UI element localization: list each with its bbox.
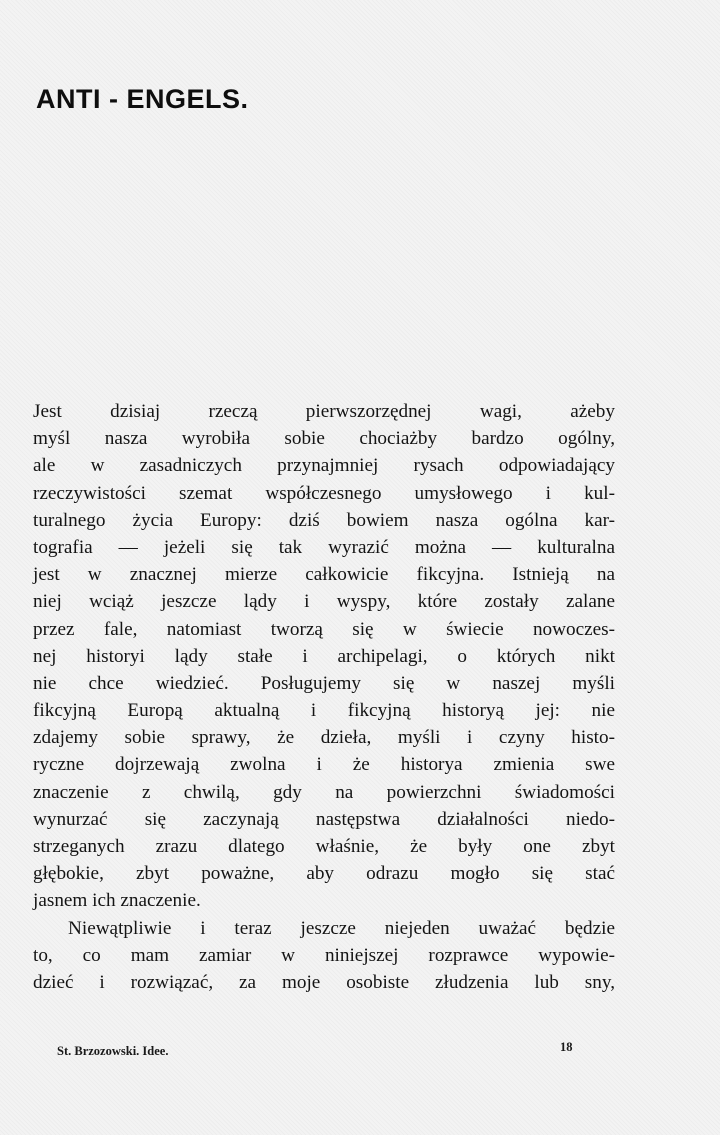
text-line: zdajemy sobie sprawy, że dzieła, myśli i czyny histo- — [33, 727, 615, 749]
text-line: strzeganych zrazu dlatego właśnie, że były one zbyt — [33, 836, 615, 857]
text-line: znaczenie z chwilą, gdy na powierzchni świadomości — [33, 781, 615, 803]
text-line: myśl nasza wyrobiła sobie chociażby bardzo ogólny, — [33, 428, 615, 450]
footer-signature: St. Brzozowski. Idee. — [57, 1044, 169, 1058]
text-line: przez fale, natomiast tworzą się w świecie nowoczes- — [33, 618, 615, 640]
page-number: 18 — [560, 1040, 573, 1054]
text-line: ale w zasadniczych przynajmniej rysach odpowiadający — [33, 455, 615, 477]
chapter-title: ANTI - ENGELS. — [36, 84, 249, 114]
text-line: tografia — jeżeli się tak wyrazić można — kulturalna — [33, 536, 615, 558]
text-line: dzieć i rozwiązać, za moje osobiste złudzenia lub sny, — [33, 971, 615, 993]
text-line: wynurzać się zaczynają następstwa działalności niedo- — [33, 808, 615, 830]
text-line: Niewątpliwie i teraz jeszcze niejeden uważać będzie — [68, 917, 615, 939]
text-line: jasnem ich znaczenie. — [33, 890, 201, 912]
text-line: to, co mam zamiar w niniejszej rozprawce wypowie- — [33, 944, 615, 966]
text-line: Jest dzisiaj rzeczą pierwszorzędnej wagi, ażeby — [33, 401, 615, 422]
text-line: rzeczywistości szemat współczesnego umysłowego i kul- — [33, 482, 615, 504]
text-line: nej historyi lądy stałe i archipelagi, o których nikt — [33, 645, 615, 667]
body-text — [33, 398, 615, 996]
text-line: fikcyjną Europą aktualną i fikcyjną historyą jej: nie — [33, 700, 615, 722]
text-line: niej wciąż jeszcze lądy i wyspy, które zostały zalane — [33, 591, 615, 613]
text-line: nie chce wiedzieć. Posługujemy się w naszej myśli — [33, 672, 615, 694]
text-line: turalnego życia Europy: dziś bowiem nasza ogólna kar- — [33, 509, 615, 531]
text-line: jest w znacznej mierze całkowicie fikcyjna. Istnieją na — [33, 564, 615, 586]
text-line: głębokie, zbyt poważne, aby odrazu mogło się stać — [33, 863, 615, 885]
text-line: ryczne dojrzewają zwolna i że historya zmienia swe — [33, 754, 615, 776]
